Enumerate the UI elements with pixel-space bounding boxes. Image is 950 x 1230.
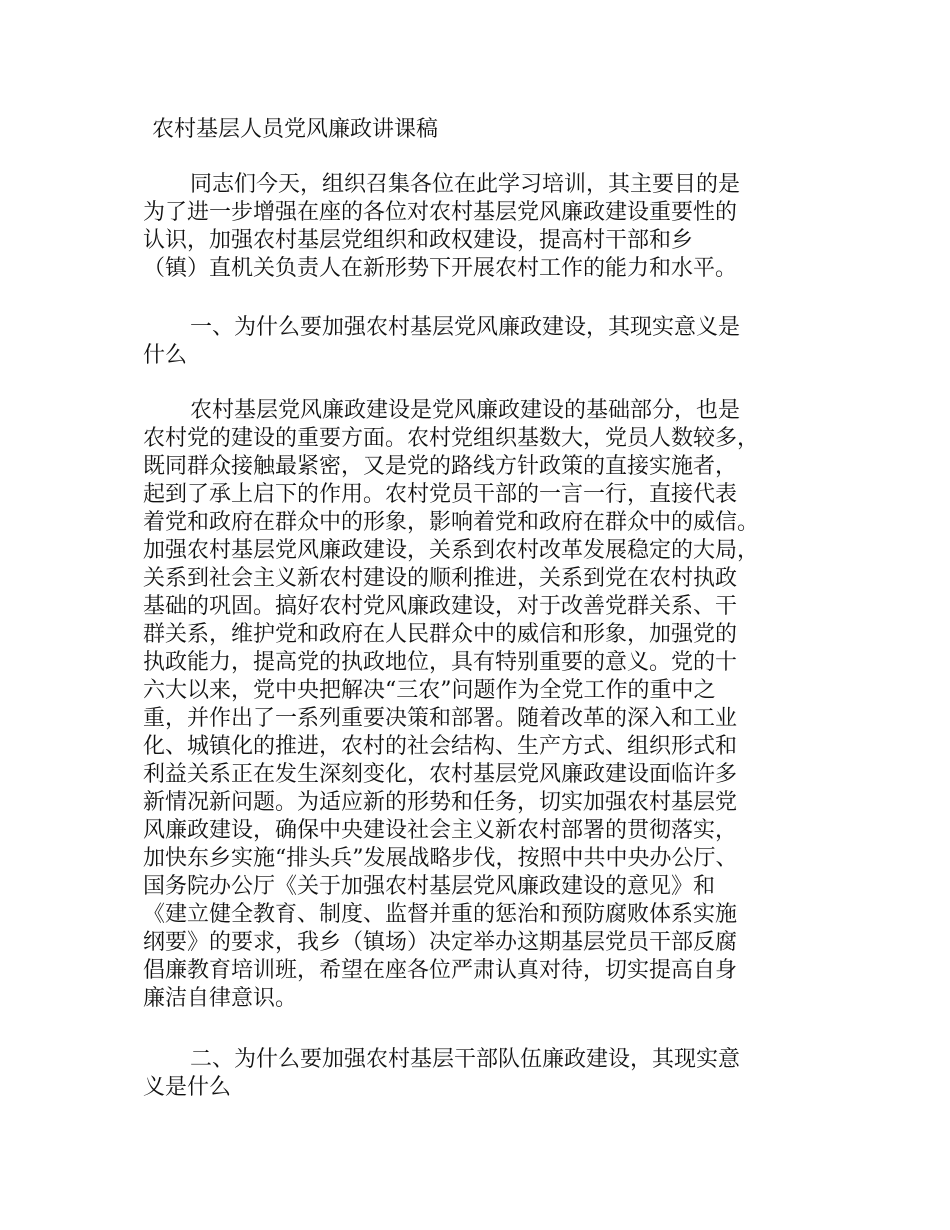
- paragraph-line: 倡廉教育培训班，希望在座各位严肃认真对待，切实提高自身: [143, 958, 738, 983]
- paragraph-line: 认识，加强农村基层党组织和政权建设，提高村干部和乡: [143, 228, 694, 253]
- document-title: 农村基层人员党风廉政讲课稿: [152, 117, 439, 142]
- paragraph-line: 农村党的建设的重要方面。农村党组织基数大，党员人数较多，: [143, 426, 760, 451]
- paragraph-line: 加强农村基层党风廉政建设，关系到农村改革发展稳定的大局，: [143, 538, 760, 563]
- paragraph-line: 加快东乡实施“排头兵”发展战略步伐，按照中共中央办公厅、: [143, 846, 738, 871]
- paragraph-line: 新情况新问题。为适应新的形势和任务，切实加强农村基层党: [143, 790, 738, 815]
- paragraph-line: 群关系，维护党和政府在人民群众中的威信和形象，加强党的: [143, 622, 738, 647]
- section-heading-line: 义是什么: [143, 1075, 232, 1100]
- paragraph-line: 《建立健全教育、制度、监督并重的惩治和预防腐败体系实施: [143, 902, 738, 927]
- section-heading-line: 什么: [143, 343, 188, 368]
- paragraph-line: （镇）直机关负责人在新形势下开展农村工作的能力和水平。: [143, 256, 738, 281]
- paragraph-line: 廉洁自律意识。: [143, 986, 298, 1011]
- paragraph-line: 同志们今天，组织召集各位在此学习培训，其主要目的是: [190, 172, 741, 197]
- paragraph-line: 起到了承上启下的作用。农村党员干部的一言一行，直接代表: [143, 482, 738, 507]
- paragraph-line: 农村基层党风廉政建设是党风廉政建设的基础部分，也是: [190, 398, 741, 423]
- paragraph-line: 关系到社会主义新农村建设的顺利推进，关系到党在农村执政: [143, 566, 738, 591]
- paragraph-line: 为了进一步增强在座的各位对农村基层党风廉政建设重要性的: [143, 200, 738, 225]
- paragraph-line: 基础的巩固。搞好农村党风廉政建设，对于改善党群关系、干: [143, 594, 738, 619]
- section-heading-line: 二、为什么要加强农村基层干部队伍廉政建设，其现实意: [190, 1047, 741, 1072]
- paragraph-line: 重，并作出了一系列重要决策和部署。随着改革的深入和工业: [143, 706, 738, 731]
- paragraph-line: 国务院办公厅《关于加强农村基层党风廉政建设的意见》和: [143, 874, 716, 899]
- section-heading-line: 一、为什么要加强农村基层党风廉政建设，其现实意义是: [190, 315, 741, 340]
- paragraph-line: 化、城镇化的推进，农村的社会结构、生产方式、组织形式和: [143, 734, 738, 759]
- paragraph-line: 执政能力，提高党的执政地位，具有特别重要的意义。党的十: [143, 650, 738, 675]
- paragraph-line: 六大以来，党中央把解决“三农”问题作为全党工作的重中之: [143, 678, 716, 703]
- paragraph-line: 着党和政府在群众中的形象，影响着党和政府在群众中的威信。: [143, 510, 760, 535]
- paragraph-line: 纲要》的要求，我乡（镇场）决定举办这期基层党员干部反腐: [143, 930, 738, 955]
- paragraph-line: 既同群众接触最紧密，又是党的路线方针政策的直接实施者，: [143, 454, 738, 479]
- paragraph-line: 风廉政建设，确保中央建设社会主义新农村部署的贯彻落实，: [143, 818, 738, 843]
- paragraph-line: 利益关系正在发生深刻变化，农村基层党风廉政建设面临许多: [143, 762, 738, 787]
